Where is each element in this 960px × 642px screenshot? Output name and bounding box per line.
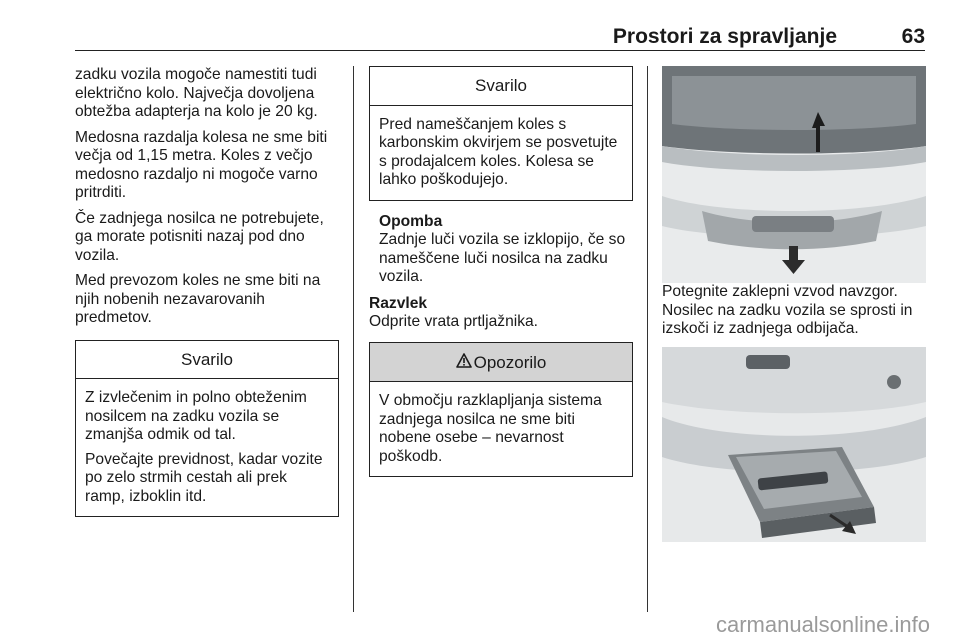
paragraph: Medosna razdalja kolesa ne sme biti večja od 1,15 metra. Koles z večjo medosno razdaljo ni mogoče varno pritrditi. [75,128,328,201]
caution-paragraph: Povečajte previdnost, kadar vozite po zelo strmih cestah ali prek ramp, izboklin itd. [85,450,323,505]
warning-box-title [370,343,632,383]
watermark: carmanualsonline.info [715,612,930,637]
warning-box [369,342,633,478]
caution-box [75,340,339,518]
caution-paragraph: Z izvlečenim in polno obteženim nosilcem na zadku vozila se zmanjša odmik od tal. [85,389,307,443]
column-3 [662,66,926,542]
note [369,213,633,287]
column-divider [647,66,648,612]
warning-title-text: Opozorilo [473,352,547,372]
caution-box-title: Svarilo [76,341,338,380]
rear-carrier-illustration [662,347,926,542]
paragraph: Med prevozom koles ne sme biti na njih nobenih nezavarovanih predmetov. [75,272,321,326]
column-2 [369,66,633,489]
page-title: Prostori za spravljanje [612,25,837,48]
figure-rear-carrier [662,347,926,542]
column-divider [353,66,354,612]
page-header [75,0,925,51]
figure-tailgate-lever [662,66,926,283]
paragraph: Če zadnjega nosilca ne potrebujete, ga morate potisniti nazaj pod dno vozila. [75,209,324,264]
tailgate-illustration [662,66,926,283]
figure-caption: Potegnite zaklepni vzvod navzgor. Nosilec na zadku vozila se sprosti in izskoči iz zadnjega odbijača. [662,283,913,337]
note-title: Opomba [379,212,443,230]
warning-text: V območju razklapljanja sistema zadnjega nosilca ne sme biti nobene osebe – nevarnost poškodb. [379,392,602,465]
page-number: 63 [901,25,925,48]
section-heading: Razvlek [369,294,428,312]
paragraph: zadku vozila mogoče namestiti tudi električno kolo. Največja dovoljena obtežba adapterja na kolo je 20 kg. [75,66,318,120]
warning-triangle-icon [456,353,472,373]
instruction: Odprite vrata prtljažnika. [369,313,539,330]
caution-box-title: Svarilo [370,67,632,106]
caution-box [369,66,633,201]
column-1 [75,66,339,529]
caution-text: Pred nameščanjem koles s karbonskim okvirjem se posvetujte s prodajalcem koles. Kolesa se lahko poškodujejo. [379,115,618,188]
note-text: Zadnje luči vozila se izklopijo, če so nameščene luči nosilca na zadku vozila. [379,231,626,285]
